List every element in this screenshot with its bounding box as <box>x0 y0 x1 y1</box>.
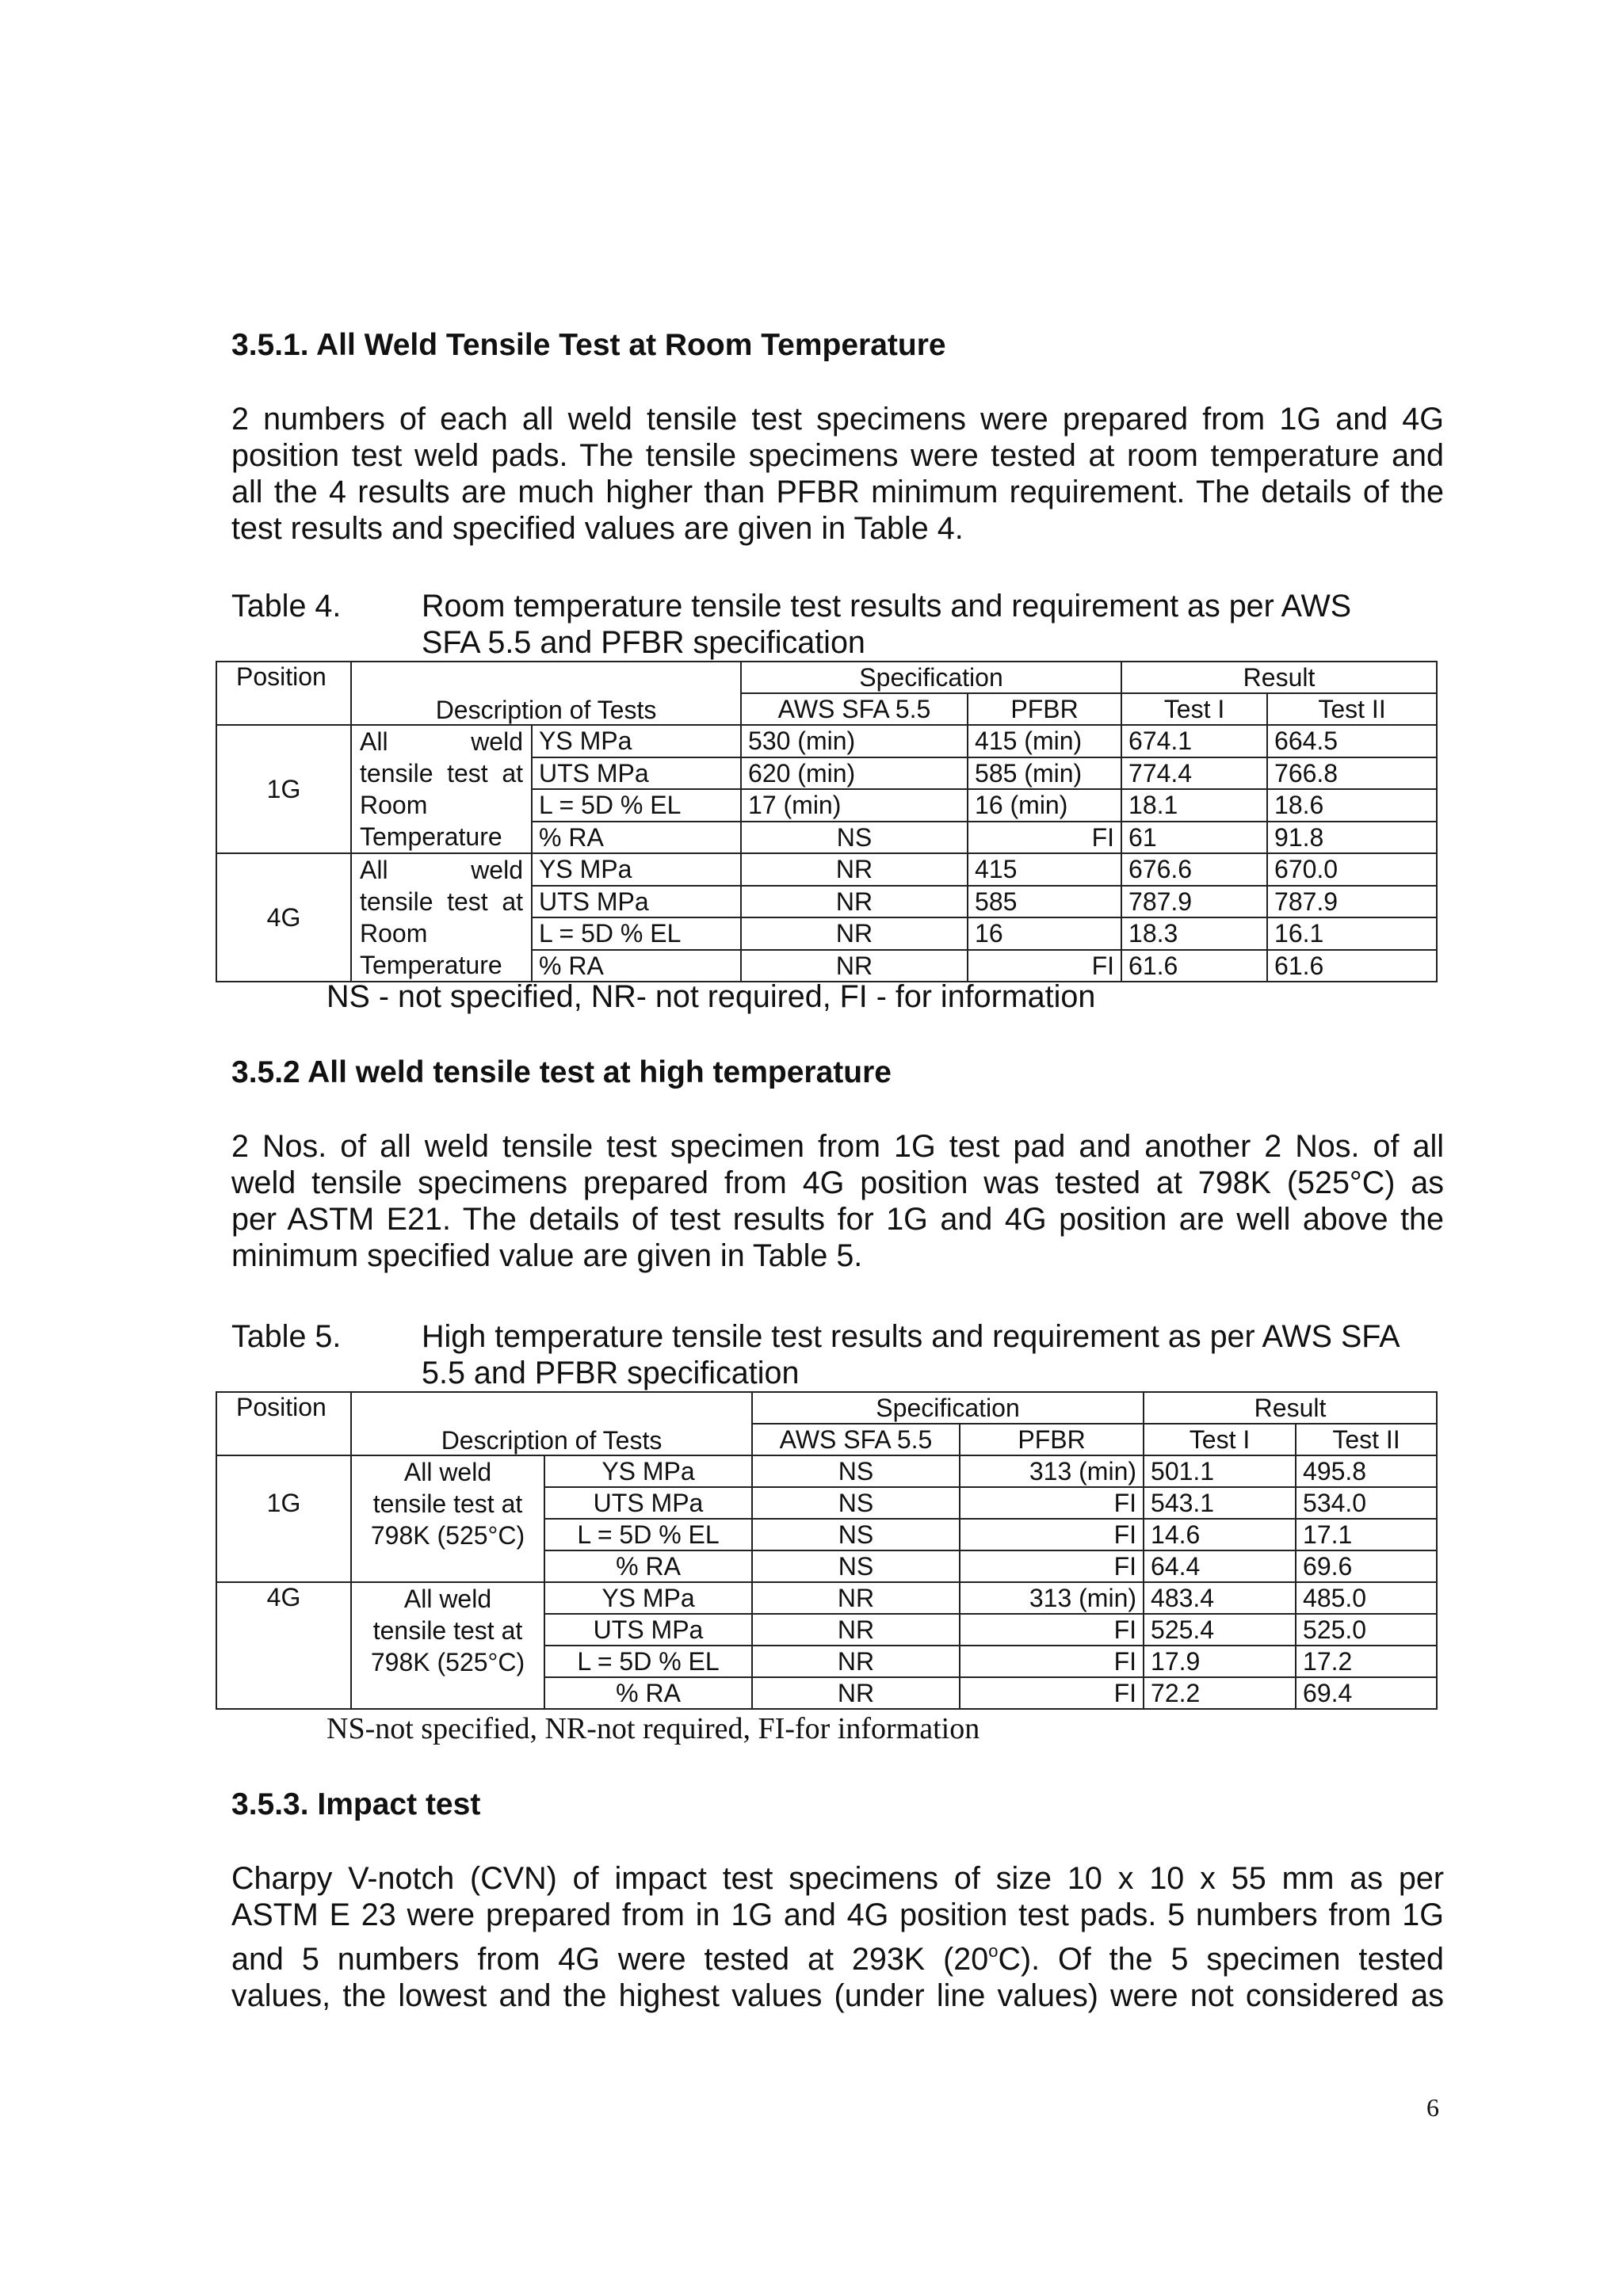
pfbr-cell: FI <box>960 1550 1144 1582</box>
section-heading-3-5-3: 3.5.3. Impact test <box>231 1787 481 1821</box>
aws-cell: NR <box>752 1614 960 1646</box>
desc-line: All weld <box>403 1458 492 1486</box>
header-test1: Test I <box>1121 693 1267 725</box>
header-description: Description of Tests <box>351 1392 752 1455</box>
test2-cell: 664.5 <box>1267 725 1437 757</box>
section-paragraph-3-5-1 <box>231 401 1444 547</box>
caption-line: High temperature tensile test results and requirement as per AWS SFA <box>422 1319 1400 1354</box>
header-test2: Test II <box>1296 1424 1437 1455</box>
param-cell: L = 5D % EL <box>544 1519 752 1550</box>
paragraph-line: per ASTM E21. The details of test results for 1G and 4G position are well above the <box>231 1202 1444 1237</box>
pfbr-cell: FI <box>968 950 1121 982</box>
desc-line: Room <box>360 791 428 819</box>
aws-cell: NR <box>741 853 968 886</box>
test1-cell: 676.6 <box>1121 853 1267 886</box>
param-cell: % RA <box>532 822 741 854</box>
paragraph-line: 2 Nos. of all weld tensile test specimen from 1G test pad and another 2 Nos. of all <box>231 1129 1444 1164</box>
param-cell: UTS MPa <box>544 1614 752 1646</box>
paragraph-line: values, the lowest and the highest values (under line values) were not considered as <box>231 1978 1444 2013</box>
test1-cell: 17.9 <box>1144 1646 1296 1677</box>
test2-cell: 670.0 <box>1267 853 1437 886</box>
table-label: Table 4. <box>231 589 342 624</box>
test2-cell: 91.8 <box>1267 822 1437 854</box>
desc-line: Temperature <box>360 822 502 851</box>
page-number: 6 <box>1426 2093 1439 2122</box>
header-specification: Specification <box>752 1392 1144 1424</box>
paragraph-line-part: and 5 numbers from 4G were tested at 293K (20 <box>231 1942 989 1977</box>
param-cell: YS MPa <box>532 853 741 886</box>
pfbr-cell: 313 (min) <box>960 1455 1144 1487</box>
pfbr-cell: 585 (min) <box>968 757 1121 790</box>
paragraph-line-part: C). Of the 5 specimen tested <box>998 1942 1445 1977</box>
pfbr-cell: 585 <box>968 886 1121 918</box>
pfbr-cell: 415 (min) <box>968 725 1121 757</box>
description-cell <box>351 725 532 853</box>
caption-line: SFA 5.5 and PFBR specification <box>422 625 865 660</box>
aws-cell: NS <box>752 1550 960 1582</box>
param-cell: UTS MPa <box>532 886 741 918</box>
table-header-row <box>216 1392 1437 1424</box>
param-cell: L = 5D % EL <box>544 1646 752 1677</box>
test2-cell: 525.0 <box>1296 1614 1437 1646</box>
table-5 <box>216 1391 1438 1710</box>
position-cell: 1G <box>216 725 351 853</box>
table-row <box>216 1582 1437 1614</box>
test1-cell: 64.4 <box>1144 1550 1296 1582</box>
table-header-row <box>216 662 1437 693</box>
header-test2: Test II <box>1267 693 1437 725</box>
header-description: Description of Tests <box>351 662 741 725</box>
test1-cell: 674.1 <box>1121 725 1267 757</box>
header-position: Position <box>216 662 351 693</box>
param-cell: YS MPa <box>544 1455 752 1487</box>
pfbr-cell: 313 (min) <box>960 1582 1144 1614</box>
paragraph-line: ASTM E 23 were prepared from in 1G and 4G position test pads. 5 numbers from 1G <box>231 1897 1444 1932</box>
test1-cell: 774.4 <box>1121 757 1267 790</box>
pfbr-cell: FI <box>968 822 1121 854</box>
test1-cell: 61.6 <box>1121 950 1267 982</box>
test1-cell: 18.3 <box>1121 917 1267 950</box>
test1-cell: 501.1 <box>1144 1455 1296 1487</box>
test2-cell: 17.1 <box>1296 1519 1437 1550</box>
param-cell: YS MPa <box>532 725 741 757</box>
aws-cell: 620 (min) <box>741 757 968 790</box>
table-label: Table 5. <box>231 1319 342 1354</box>
table-row <box>216 725 1437 757</box>
test1-cell: 14.6 <box>1144 1519 1296 1550</box>
desc-line: Room <box>360 919 428 948</box>
desc-line: 798K (525°C) <box>370 1648 525 1676</box>
table-row <box>216 1455 1437 1487</box>
description-cell <box>351 853 532 982</box>
test1-cell: 61 <box>1121 822 1267 854</box>
test2-cell: 485.0 <box>1296 1582 1437 1614</box>
table-5-note: NS-not specified, NR-not required, FI-for information <box>327 1712 980 1745</box>
test2-cell: 69.6 <box>1296 1550 1437 1582</box>
test1-cell: 525.4 <box>1144 1614 1296 1646</box>
position-cell: 1G <box>216 1455 351 1582</box>
test1-cell: 543.1 <box>1144 1487 1296 1519</box>
test2-cell: 766.8 <box>1267 757 1437 790</box>
test2-cell: 69.4 <box>1296 1677 1437 1709</box>
header-position-cont <box>216 1424 351 1455</box>
param-cell: % RA <box>544 1550 752 1582</box>
aws-cell: NR <box>752 1646 960 1677</box>
desc-line: All weld <box>360 856 523 884</box>
test2-cell: 534.0 <box>1296 1487 1437 1519</box>
header-position-cont <box>216 693 351 725</box>
pfbr-cell: 16 (min) <box>968 789 1121 822</box>
table-row <box>216 853 1437 886</box>
paragraph-line: weld tensile specimens prepared from 4G position was tested at 798K (525°C) as <box>231 1165 1444 1200</box>
aws-cell: NS <box>741 822 968 854</box>
param-cell: L = 5D % EL <box>532 917 741 950</box>
desc-line: 798K (525°C) <box>370 1521 525 1550</box>
table-4-note: NS - not specified, NR- not required, FI - for information <box>327 979 1096 1014</box>
aws-cell: NS <box>752 1487 960 1519</box>
paragraph-line: position test weld pads. The tensile specimens were tested at room temperature and <box>231 438 1444 473</box>
pfbr-cell: 16 <box>968 917 1121 950</box>
aws-cell: NS <box>752 1455 960 1487</box>
test1-cell: 18.1 <box>1121 789 1267 822</box>
section-paragraph-3-5-3 <box>231 1860 1444 2014</box>
header-pfbr: PFBR <box>960 1424 1144 1455</box>
header-result: Result <box>1121 662 1437 693</box>
desc-line: All weld <box>403 1585 492 1613</box>
test2-cell: 16.1 <box>1267 917 1437 950</box>
paragraph-line: all the 4 results are much higher than PFBR minimum requirement. The details of the <box>231 475 1444 509</box>
aws-cell: 17 (min) <box>741 789 968 822</box>
test2-cell: 787.9 <box>1267 886 1437 918</box>
aws-cell: NR <box>741 917 968 950</box>
aws-cell: NR <box>741 950 968 982</box>
paragraph-line: minimum specified value are given in Table 5. <box>231 1238 863 1273</box>
paragraph-line: Charpy V-notch (CVN) of impact test specimens of size 10 x 10 x 55 mm as per <box>231 1861 1444 1896</box>
header-test1: Test I <box>1144 1424 1296 1455</box>
pfbr-cell: FI <box>960 1614 1144 1646</box>
description-cell <box>351 1455 544 1582</box>
description-cell <box>351 1582 544 1709</box>
caption-line: Room temperature tensile test results and requirement as per AWS <box>422 589 1352 624</box>
position-cell: 4G <box>216 853 351 982</box>
header-specification: Specification <box>741 662 1121 693</box>
header-aws: AWS SFA 5.5 <box>741 693 968 725</box>
test2-cell: 61.6 <box>1267 950 1437 982</box>
paragraph-line: 2 numbers of each all weld tensile test specimens were prepared from 1G and 4G <box>231 402 1444 437</box>
test2-cell: 495.8 <box>1296 1455 1437 1487</box>
pfbr-cell: FI <box>960 1677 1144 1709</box>
header-position: Position <box>216 1392 351 1424</box>
pfbr-cell: FI <box>960 1487 1144 1519</box>
aws-cell: NR <box>752 1582 960 1614</box>
desc-line: tensile test at <box>372 1489 523 1518</box>
pfbr-cell: FI <box>960 1519 1144 1550</box>
param-cell: L = 5D % EL <box>532 789 741 822</box>
caption-line: 5.5 and PFBR specification <box>422 1356 800 1390</box>
param-cell: UTS MPa <box>532 757 741 790</box>
paragraph-line: test results and specified values are given in Table 4. <box>231 511 964 546</box>
param-cell: % RA <box>532 950 741 982</box>
test1-cell: 787.9 <box>1121 886 1267 918</box>
param-cell: % RA <box>544 1677 752 1709</box>
aws-cell: NR <box>741 886 968 918</box>
desc-line: tensile test at <box>360 887 523 916</box>
pfbr-cell: FI <box>960 1646 1144 1677</box>
desc-line: tensile test at <box>372 1616 523 1645</box>
table-4 <box>216 661 1438 982</box>
param-cell: UTS MPa <box>544 1487 752 1519</box>
paragraph-line <box>231 1933 1444 1978</box>
test2-cell: 17.2 <box>1296 1646 1437 1677</box>
header-aws: AWS SFA 5.5 <box>752 1424 960 1455</box>
header-pfbr: PFBR <box>968 693 1121 725</box>
section-heading-3-5-1: 3.5.1. All Weld Tensile Test at Room Temperature <box>231 328 946 362</box>
param-cell: YS MPa <box>544 1582 752 1614</box>
header-result: Result <box>1144 1392 1437 1424</box>
position-cell: 4G <box>216 1582 351 1709</box>
aws-cell: NS <box>752 1519 960 1550</box>
pfbr-cell: 415 <box>968 853 1121 886</box>
desc-line: tensile test at <box>360 759 523 788</box>
test1-cell: 72.2 <box>1144 1677 1296 1709</box>
test1-cell: 483.4 <box>1144 1582 1296 1614</box>
desc-line: Temperature <box>360 951 502 979</box>
section-paragraph-3-5-2 <box>231 1128 1444 1274</box>
aws-cell: NR <box>752 1677 960 1709</box>
degree-mark: o <box>988 1941 999 1961</box>
aws-cell: 530 (min) <box>741 725 968 757</box>
test2-cell: 18.6 <box>1267 789 1437 822</box>
section-heading-3-5-2: 3.5.2 All weld tensile test at high temperature <box>231 1055 892 1089</box>
desc-line: All weld <box>360 727 523 756</box>
